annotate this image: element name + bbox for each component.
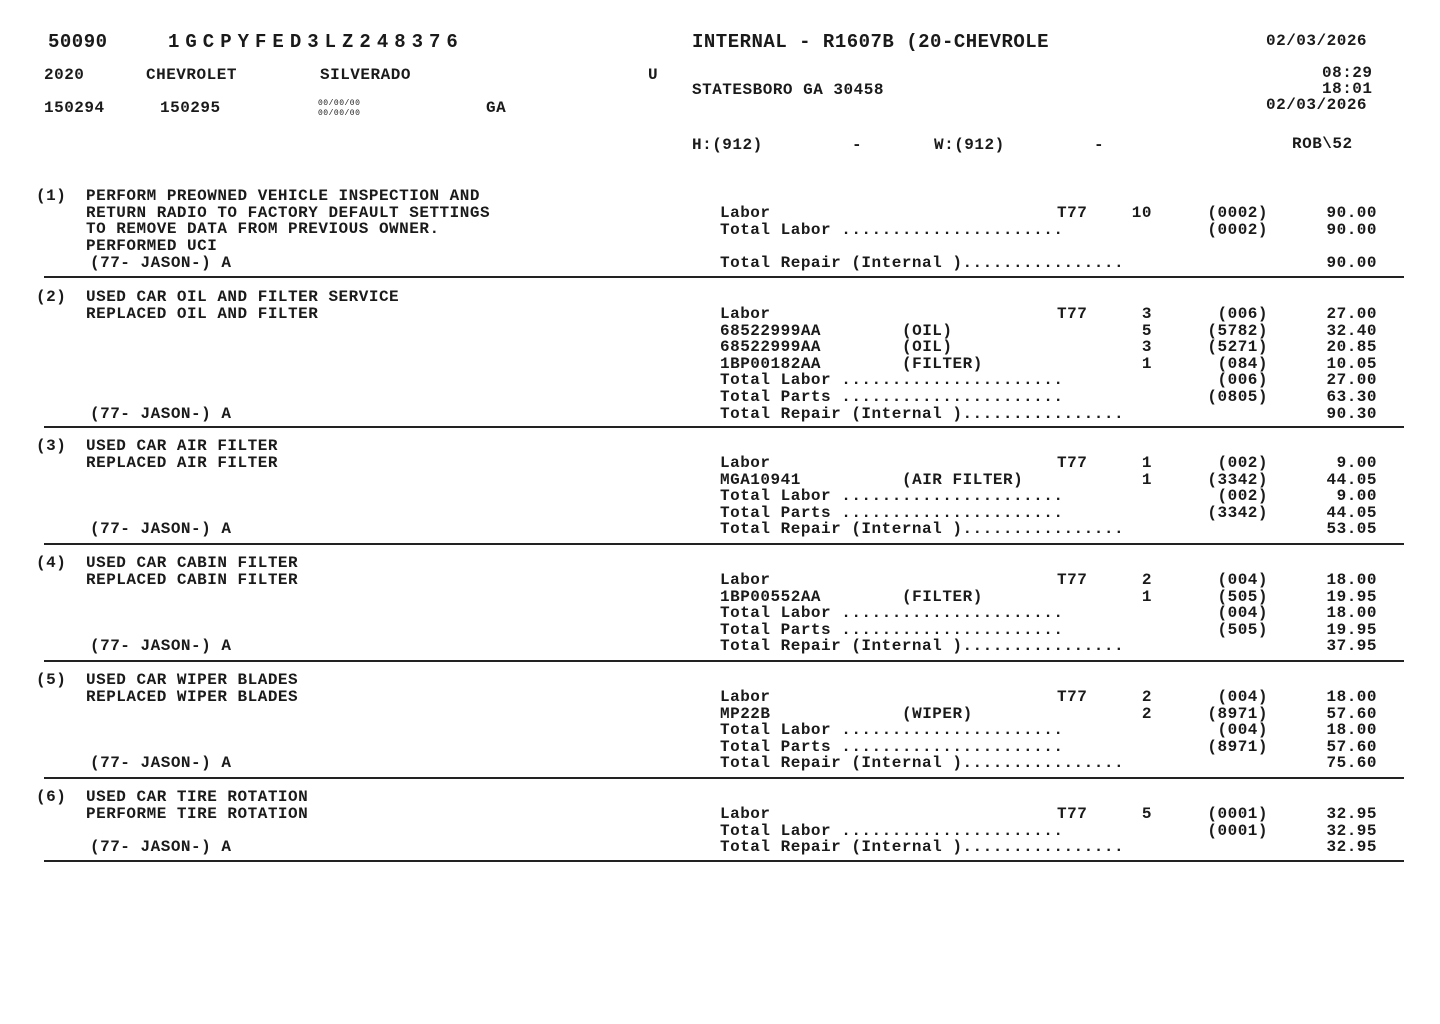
line-amount: 27.00: [1326, 371, 1377, 390]
line-label: Total Parts ......................: [720, 737, 1064, 756]
line-label: Total Labor ......................: [720, 487, 1064, 506]
line-code: (004): [1217, 604, 1268, 623]
line-label: Total Repair (Internal )................: [720, 838, 1125, 857]
mileage-in: 150294: [44, 99, 105, 117]
line-amount: 75.60: [1326, 754, 1377, 773]
line-amount: 20.85: [1326, 338, 1377, 357]
part-description: (FILTER): [902, 354, 983, 373]
line-amount: 9.00: [1336, 487, 1377, 506]
line-label: 1BP00182AA: [720, 354, 822, 373]
line-label: Labor: [720, 805, 771, 823]
line-amount: 37.95: [1326, 637, 1377, 656]
job-description-line: USED CAR TIRE ROTATION: [86, 788, 309, 806]
line-label: Total Repair (Internal )................: [720, 754, 1125, 773]
line-code: (8971): [1207, 704, 1268, 723]
line-quantity: 10: [1131, 204, 1152, 222]
line-amount: 32.95: [1326, 821, 1377, 840]
line-label: Total Labor ......................: [720, 371, 1064, 390]
line-label: 68522999AA: [720, 338, 822, 357]
line-code: (004): [1217, 721, 1268, 740]
line-quantity: 1: [1141, 587, 1152, 606]
job-description-line: USED CAR AIR FILTER: [86, 437, 278, 455]
line-amount: 90.00: [1326, 204, 1377, 222]
part-description: (WIPER): [902, 704, 973, 723]
line-quantity: 2: [1141, 688, 1152, 706]
line-label: MP22B: [720, 704, 771, 723]
job-description-line: PERFORMED UCI: [86, 236, 218, 255]
line-amount: 53.05: [1326, 520, 1377, 539]
line-code: (0001): [1207, 805, 1268, 823]
job-divider: [44, 543, 1404, 545]
job-divider: [44, 860, 1404, 862]
line-label: Labor: [720, 454, 771, 472]
vehicle-year: 2020: [44, 66, 85, 84]
line-label: Total Repair (Internal )................: [720, 253, 1125, 272]
date-bottom: 02/03/2026: [1266, 96, 1368, 114]
date-top: 02/03/2026: [1266, 32, 1368, 50]
line-amount: 18.00: [1326, 571, 1377, 589]
job-description-line: PERFORM PREOWNED VEHICLE INSPECTION AND: [86, 187, 480, 205]
job-technician: (77- JASON-) A: [90, 838, 232, 857]
line-amount: 57.60: [1326, 737, 1377, 756]
job-technician: (77- JASON-) A: [90, 754, 232, 773]
job-description-line: REPLACED CABIN FILTER: [86, 570, 299, 589]
job-number: (1): [36, 187, 67, 205]
line-amount: 18.00: [1326, 604, 1377, 623]
line-amount: 90.00: [1326, 220, 1377, 239]
line-code: (084): [1217, 354, 1268, 373]
line-quantity: 3: [1141, 305, 1152, 323]
tech-code: T77: [1057, 305, 1088, 323]
line-code: (505): [1217, 587, 1268, 606]
vehicle-make: CHEVROLET: [146, 66, 237, 84]
tech-code: T77: [1057, 204, 1088, 222]
line-code: (5271): [1207, 338, 1268, 357]
line-code: (006): [1217, 305, 1268, 323]
line-code: (004): [1217, 688, 1268, 706]
line-code: (0002): [1207, 220, 1268, 239]
line-amount: 44.05: [1326, 470, 1377, 489]
line-amount: 44.05: [1326, 503, 1377, 522]
line-label: MGA10941: [720, 470, 801, 489]
job-technician: (77- JASON-) A: [90, 520, 232, 539]
line-code: (3342): [1207, 503, 1268, 522]
job-number: (4): [36, 554, 67, 572]
line-quantity: 1: [1141, 354, 1152, 373]
vin-number: 1GCPYFED3LZ248376: [168, 31, 464, 53]
line-amount: 18.00: [1326, 721, 1377, 740]
line-label: Total Parts ......................: [720, 388, 1064, 406]
job-number: (3): [36, 437, 67, 455]
line-amount: 19.95: [1326, 587, 1377, 606]
line-amount: 18.00: [1326, 688, 1377, 706]
line-label: Total Labor ......................: [720, 220, 1064, 239]
dealer-city: STATESBORO GA 30458: [692, 81, 884, 99]
stock-number: 50090: [48, 31, 108, 53]
vehicle-flag: U: [648, 66, 659, 84]
line-label: Labor: [720, 305, 771, 323]
time-out: 18:01: [1322, 80, 1373, 98]
line-label: Total Labor ......................: [720, 604, 1064, 623]
job-divider: [44, 426, 1404, 428]
small-date-2: 00/00/00: [318, 109, 361, 118]
line-quantity: 5: [1141, 805, 1152, 823]
job-description-line: REPLACED AIR FILTER: [86, 453, 278, 472]
job-number: (2): [36, 288, 67, 306]
job-divider: [44, 660, 1404, 662]
line-code: (8971): [1207, 737, 1268, 756]
line-label: Total Labor ......................: [720, 821, 1064, 840]
line-label: Total Repair (Internal )................: [720, 520, 1125, 539]
part-description: (OIL): [902, 321, 953, 340]
line-quantity: 2: [1141, 571, 1152, 589]
line-code: (3342): [1207, 470, 1268, 489]
part-description: (OIL): [902, 338, 953, 357]
line-amount: 9.00: [1336, 454, 1377, 472]
vehicle-model: SILVERADO: [320, 66, 411, 84]
job-number: (5): [36, 671, 67, 689]
line-code: (002): [1217, 487, 1268, 506]
job-description-line: REPLACED WIPER BLADES: [86, 687, 299, 706]
line-code: (0805): [1207, 388, 1268, 406]
phone-home-dash: -: [852, 136, 863, 154]
line-label: Total Labor ......................: [720, 721, 1064, 740]
job-description-line: PERFORME TIRE ROTATION: [86, 804, 309, 823]
time-in: 08:29: [1322, 64, 1373, 82]
line-code: (0001): [1207, 821, 1268, 840]
job-technician: (77- JASON-) A: [90, 253, 232, 272]
line-amount: 32.40: [1326, 321, 1377, 340]
phone-home: H:(912): [692, 136, 763, 154]
line-quantity: 1: [1141, 470, 1152, 489]
line-code: (002): [1217, 454, 1268, 472]
line-code: (0002): [1207, 204, 1268, 222]
job-description-line: USED CAR OIL AND FILTER SERVICE: [86, 288, 400, 306]
line-label: Total Repair (Internal )................: [720, 637, 1125, 656]
job-technician: (77- JASON-) A: [90, 637, 232, 656]
job-divider: [44, 276, 1404, 278]
line-amount: 32.95: [1326, 838, 1377, 857]
line-amount: 19.95: [1326, 620, 1377, 639]
line-amount: 63.30: [1326, 388, 1377, 406]
job-number: (6): [36, 788, 67, 806]
job-description-line: TO REMOVE DATA FROM PREVIOUS OWNER.: [86, 220, 440, 239]
line-amount: 90.30: [1326, 404, 1377, 423]
tech-code: T77: [1057, 571, 1088, 589]
line-label: 68522999AA: [720, 321, 822, 340]
line-amount: 90.00: [1326, 253, 1377, 272]
line-code: (006): [1217, 371, 1268, 390]
line-label: Labor: [720, 688, 771, 706]
part-description: (FILTER): [902, 587, 983, 606]
tech-code: T77: [1057, 688, 1088, 706]
line-amount: 27.00: [1326, 305, 1377, 323]
job-description-line: REPLACED OIL AND FILTER: [86, 304, 319, 323]
line-quantity: 3: [1141, 338, 1152, 357]
line-quantity: 2: [1141, 704, 1152, 723]
line-amount: 32.95: [1326, 805, 1377, 823]
ro-title: INTERNAL - R1607B (20-CHEVROLE: [692, 31, 1050, 53]
line-quantity: 5: [1141, 321, 1152, 340]
state-code: GA: [486, 99, 507, 117]
part-description: (AIR FILTER): [902, 470, 1024, 489]
line-label: 1BP00552AA: [720, 587, 822, 606]
line-amount: 57.60: [1326, 704, 1377, 723]
line-label: Labor: [720, 204, 771, 222]
line-amount: 10.05: [1326, 354, 1377, 373]
job-description-line: USED CAR CABIN FILTER: [86, 554, 299, 572]
advisor-code: ROB\52: [1292, 135, 1353, 153]
line-label: Labor: [720, 571, 771, 589]
line-label: Total Parts ......................: [720, 620, 1064, 639]
line-code: (004): [1217, 571, 1268, 589]
line-label: Total Repair (Internal )................: [720, 404, 1125, 423]
job-description-line: RETURN RADIO TO FACTORY DEFAULT SETTINGS: [86, 203, 491, 222]
line-code: (505): [1217, 620, 1268, 639]
job-divider: [44, 777, 1404, 779]
job-description-line: USED CAR WIPER BLADES: [86, 671, 299, 689]
tech-code: T77: [1057, 805, 1088, 823]
phone-work-dash: -: [1094, 136, 1105, 154]
line-label: Total Parts ......................: [720, 503, 1064, 522]
mileage-out: 150295: [160, 99, 221, 117]
phone-work: W:(912): [934, 136, 1005, 154]
line-code: (5782): [1207, 321, 1268, 340]
line-quantity: 1: [1141, 454, 1152, 472]
small-date-1: 00/00/00: [318, 99, 361, 108]
job-technician: (77- JASON-) A: [90, 404, 232, 423]
tech-code: T77: [1057, 454, 1088, 472]
